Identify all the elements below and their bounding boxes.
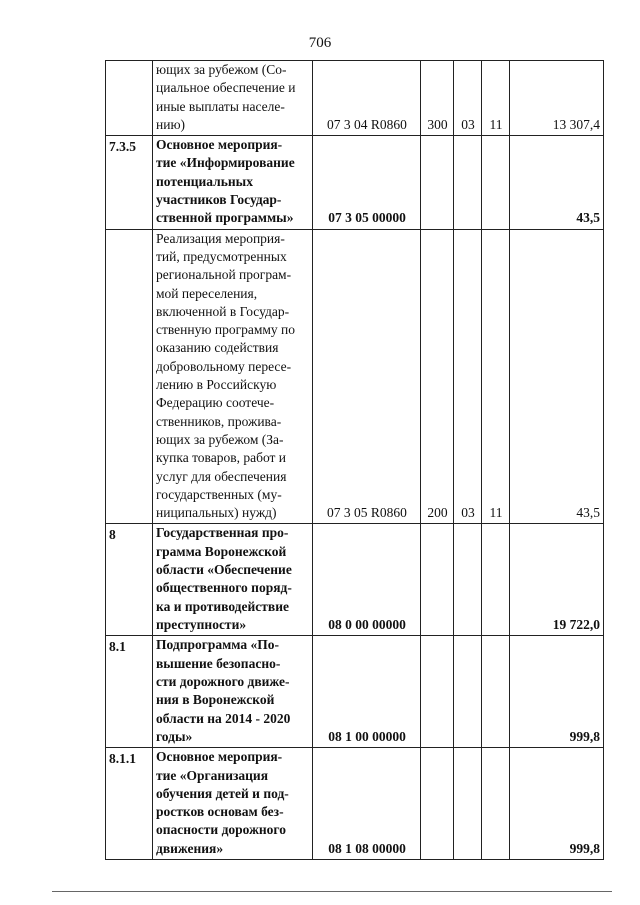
expense-type-code [421, 524, 454, 636]
subsection-code [482, 136, 510, 229]
subsection-code [482, 524, 510, 636]
row-number [106, 61, 153, 136]
section-code [454, 636, 482, 748]
row-name: Подпрограмма «По- вышение безопасно- сти дорожного движе- ния в Воронежской области на 2014 - 2020 годы» [153, 636, 313, 748]
target-article-code: 08 0 00 00000 [313, 524, 421, 636]
table-row [106, 229, 604, 524]
table-row [106, 636, 604, 748]
expense-type-code: 200 [421, 229, 454, 524]
target-article-code: 07 3 04 R0860 [313, 61, 421, 136]
footer-rule [52, 891, 612, 892]
amount: 13 307,4 [510, 61, 604, 136]
amount: 43,5 [510, 229, 604, 524]
amount: 19 722,0 [510, 524, 604, 636]
expense-type-code: 300 [421, 61, 454, 136]
expense-type-code [421, 136, 454, 229]
target-article-code: 07 3 05 00000 [313, 136, 421, 229]
row-name: Основное мероприя- тие «Организация обучения детей и под- ростков основам без- опасности дорожного движения» [153, 748, 313, 860]
target-article-code: 08 1 00 00000 [313, 636, 421, 748]
subsection-code [482, 636, 510, 748]
row-number [106, 229, 153, 524]
row-number: 8.1 [106, 636, 153, 748]
section-code: 03 [454, 229, 482, 524]
amount: 999,8 [510, 636, 604, 748]
table-row [106, 61, 604, 136]
row-number: 7.3.5 [106, 136, 153, 229]
table-body [106, 61, 604, 860]
subsection-code: 11 [482, 61, 510, 136]
subsection-code [482, 748, 510, 860]
table-row [106, 136, 604, 229]
expense-type-code [421, 748, 454, 860]
amount: 43,5 [510, 136, 604, 229]
row-number: 8 [106, 524, 153, 636]
row-name: Основное мероприя- тие «Информирование потенциальных участников Государ- ственной программы» [153, 136, 313, 229]
expense-type-code [421, 636, 454, 748]
row-name: Государственная про- грамма Воронежской области «Обеспечение общественного поряд- ка и противодействие преступности» [153, 524, 313, 636]
section-code [454, 524, 482, 636]
table-row [106, 748, 604, 860]
row-number: 8.1.1 [106, 748, 153, 860]
budget-table [105, 60, 604, 860]
section-code: 03 [454, 61, 482, 136]
page-number: 706 [308, 35, 332, 51]
section-code [454, 748, 482, 860]
target-article-code: 08 1 08 00000 [313, 748, 421, 860]
table-row [106, 524, 604, 636]
amount: 999,8 [510, 748, 604, 860]
row-name: ющих за рубежом (Со- циальное обеспечение и иные выплаты населе- нию) [153, 61, 313, 136]
row-name: Реализация мероприя- тий, предусмотренных региональной програм- мой переселения, включенной в Государ- ственную программу по оказанию содействия добровольному пересе- лению в Российскую Федерацию соотече- ственников, прожива- ющих за рубежом (За- купка товаров, работ и услуг для обеспечения государственных (му- ниципальных) нужд) [153, 229, 313, 524]
section-code [454, 136, 482, 229]
subsection-code: 11 [482, 229, 510, 524]
target-article-code: 07 3 05 R0860 [313, 229, 421, 524]
